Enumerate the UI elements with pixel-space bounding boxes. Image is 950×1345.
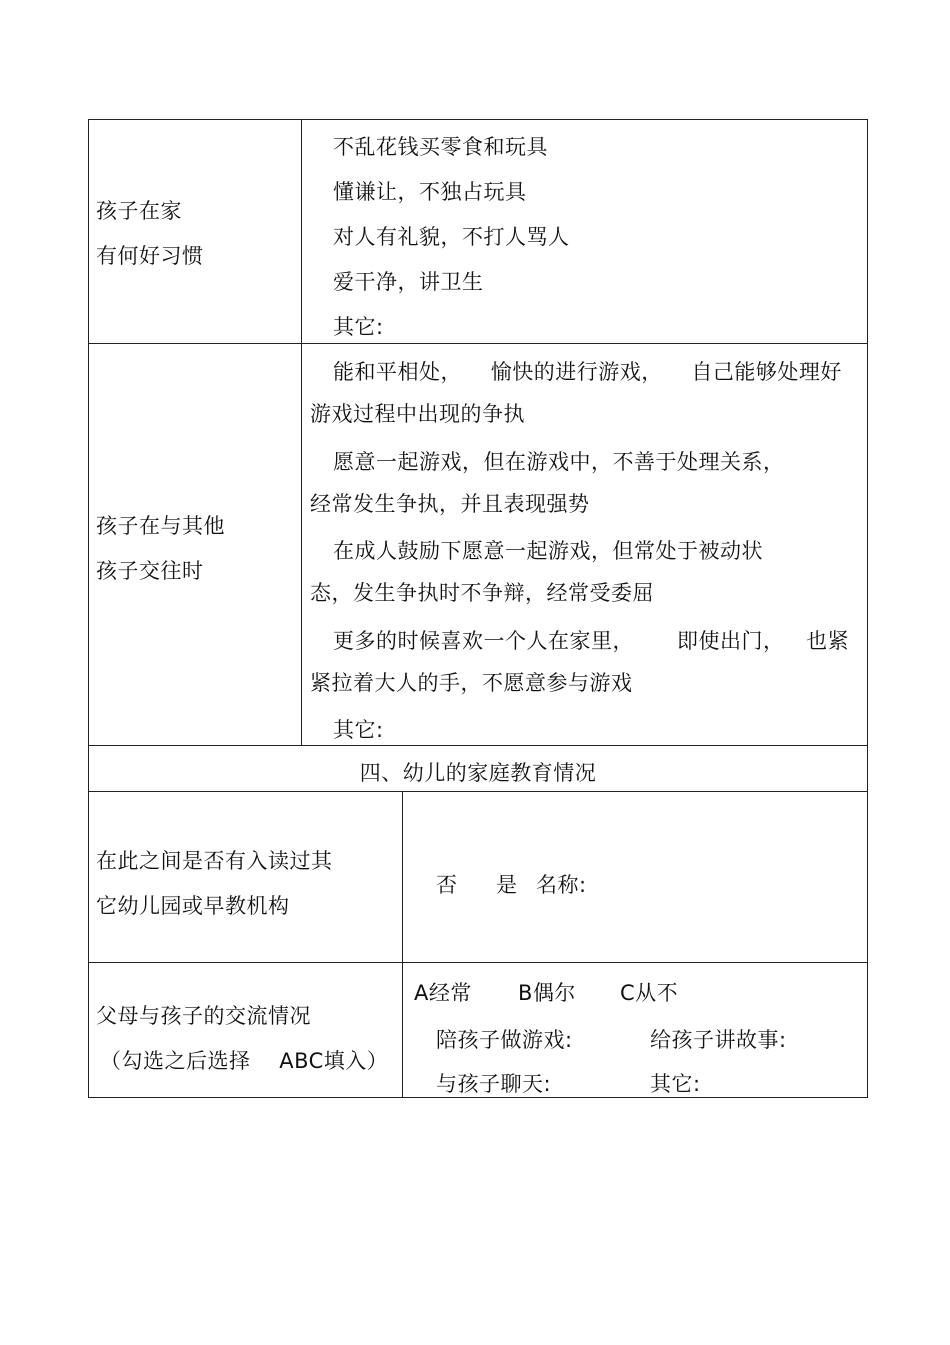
scale-option-b: B偶尔 (518, 981, 576, 1005)
communication-other-field[interactable]: 其它: (650, 1072, 701, 1096)
prior-school-yes-option[interactable]: 是 (496, 873, 518, 897)
habits-label: 有何好习惯 (96, 244, 204, 268)
chat-field[interactable]: 与孩子聊天: (436, 1072, 552, 1096)
scale-option-a: A经常 (414, 981, 472, 1005)
table-left-border (88, 119, 89, 1098)
communication-label: 父母与孩子的交流情况 (96, 1004, 311, 1028)
interaction-option[interactable]: 能和平相处， 愉快的进行游戏， 自己能够处理好 (333, 360, 842, 384)
row-divider (88, 962, 868, 963)
habit-option[interactable]: 爱干净，讲卫生 (333, 270, 484, 294)
interaction-option[interactable]: 游戏过程中出现的争执 (310, 402, 525, 426)
interaction-option[interactable]: 更多的时候喜欢一个人在家里， 即使出门， 也紧 (333, 629, 850, 653)
prior-school-label: 它幼儿园或早教机构 (96, 894, 290, 918)
habit-option[interactable]: 不乱花钱买零食和玩具 (333, 135, 548, 159)
interaction-option[interactable]: 紧拉着大人的手，不愿意参与游戏 (310, 671, 633, 695)
interaction-other-field[interactable]: 其它: (333, 718, 384, 742)
interaction-option[interactable]: 态，发生争执时不争辩，经常受委屈 (310, 581, 654, 605)
column-divider (301, 119, 302, 746)
interaction-label: 孩子在与其他 (96, 514, 225, 538)
prior-school-name-field[interactable]: 名称: (536, 873, 587, 897)
habit-option[interactable]: 懂谦让，不独占玩具 (333, 180, 527, 204)
table-top-border (88, 119, 868, 120)
communication-label: （勾选之后选择 ABC填入） (100, 1049, 389, 1073)
prior-school-no-option[interactable]: 否 (436, 873, 458, 897)
row-divider (88, 791, 868, 792)
interaction-label: 孩子交往时 (96, 559, 204, 583)
tell-stories-field[interactable]: 给孩子讲故事: (650, 1028, 787, 1052)
row-divider (88, 745, 868, 746)
interaction-option[interactable]: 在成人鼓励下愿意一起游戏，但常处于被动状 (333, 539, 763, 563)
prior-school-label: 在此之间是否有入读过其 (96, 849, 333, 873)
section-heading: 四、幼儿的家庭教育情况 (359, 761, 597, 785)
habits-label: 孩子在家 (96, 199, 182, 223)
row-divider (88, 343, 868, 344)
habit-other-field[interactable]: 其它: (333, 315, 384, 339)
table-bottom-border (88, 1097, 868, 1098)
interaction-option[interactable]: 愿意一起游戏，但在游戏中，不善于处理关系， (333, 450, 785, 474)
table-right-border (867, 119, 868, 1098)
habit-option[interactable]: 对人有礼貌，不打人骂人 (333, 225, 570, 249)
play-games-field[interactable]: 陪孩子做游戏: (436, 1028, 573, 1052)
interaction-option[interactable]: 经常发生争执，并且表现强势 (310, 492, 590, 516)
column-divider (402, 791, 403, 1098)
scale-option-c: C从不 (620, 981, 679, 1005)
